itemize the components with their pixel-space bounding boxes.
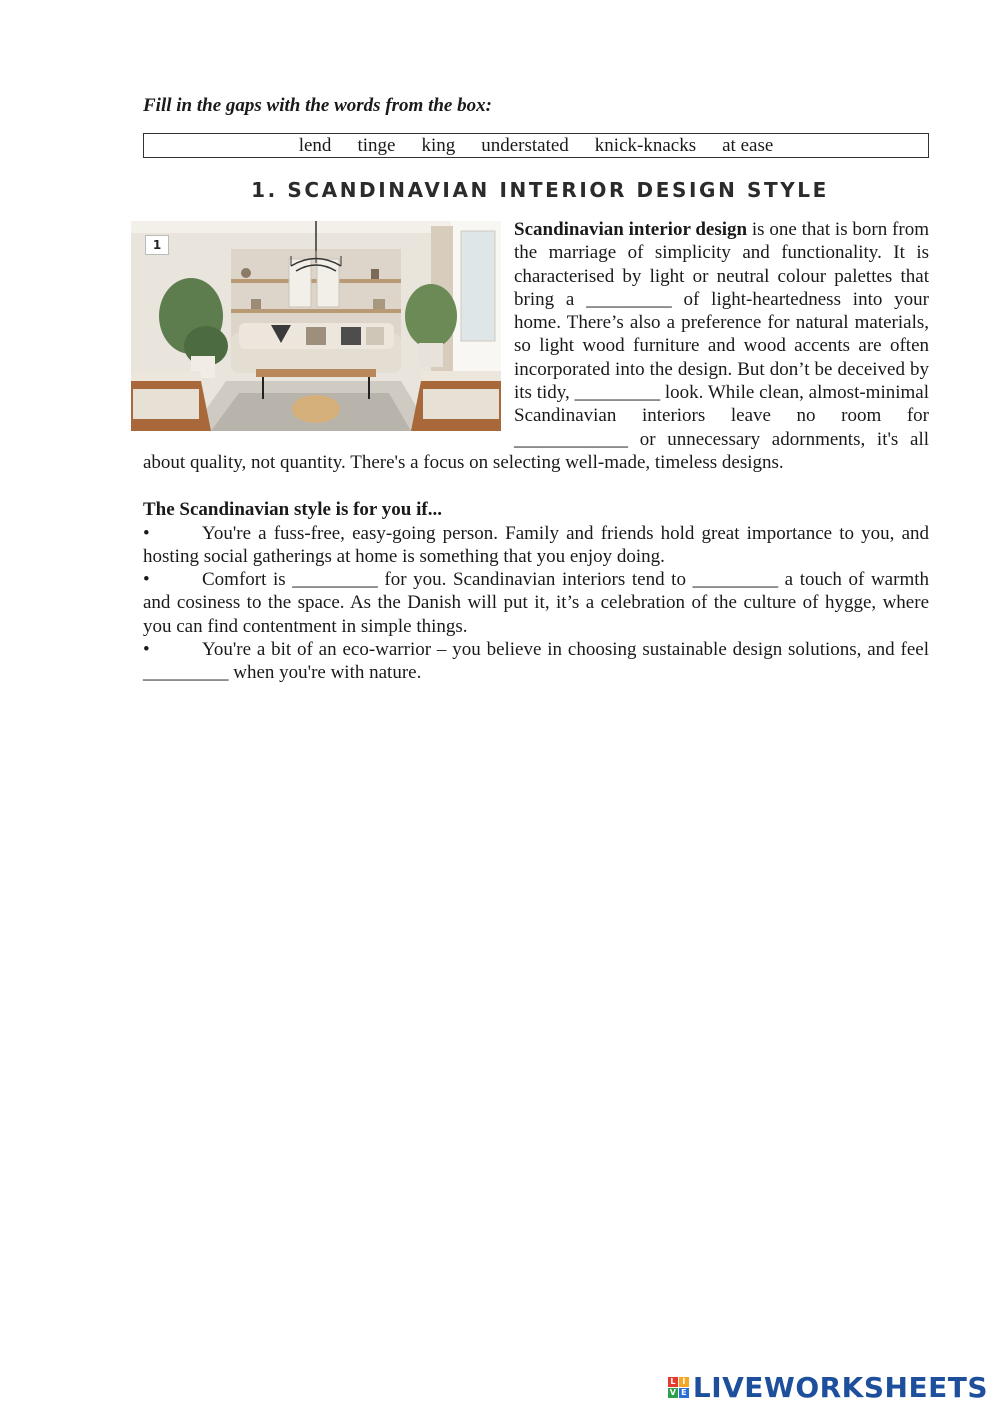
list-item-text: You're a fuss-free, easy-going person. Family and friends hold great importance to you, and hosting social gatherings at home is something that you enjoy doing. xyxy=(143,522,929,567)
word-box-item: knick-knacks xyxy=(594,135,697,156)
bullet-icon: • xyxy=(143,639,150,661)
intro-bold-term: Scandinavian interior design xyxy=(514,219,748,240)
living-room-illustration xyxy=(131,221,501,431)
word-box-item: tinge xyxy=(357,135,396,156)
logo-letter: V xyxy=(669,1388,676,1397)
word-box-item: lend xyxy=(298,135,332,156)
intro-text: is one that is born from the marriage of simplicity and functionality. It is characterised by light or neutral colour palettes that bring a _________ of light-heartedness into your home. There’s also a preference for natural materials, so light wood furniture and wood accents are often incorporated into the design. But don’t be deceived by its tidy, _________ look. While clean, almost-minimal Scandinavian interiors leave no room for ____________ or unnecessary adornments, it's all about quality, not quantity. There's a focus on selecting well-made, timeless designs. xyxy=(143,219,929,473)
list-item xyxy=(143,638,929,685)
section-heading: 1. SCANDINAVIAN INTERIOR DESIGN STYLE xyxy=(251,178,829,202)
list-item xyxy=(143,568,929,638)
instruction-text: Fill in the gaps with the words from the box: xyxy=(143,95,492,116)
list-title: The Scandinavian style is for you if... xyxy=(143,499,442,521)
word-box-item: at ease xyxy=(722,135,774,156)
logo-letter: E xyxy=(679,1388,689,1398)
logo-text: LIVEWORKSHEETS xyxy=(692,1371,988,1404)
word-box-item: king xyxy=(421,135,456,156)
worksheet xyxy=(143,95,929,685)
logo-mark-icon xyxy=(668,1377,689,1398)
logo-letter: I xyxy=(679,1377,689,1387)
section-body xyxy=(143,218,929,474)
list-item-text: Comfort is _________ for you. Scandinavian interiors tend to _________ a touch of warmth and cosiness to the space. As the Danish will put it, it’s a celebration of the culture of hygge, where you can find contentment in simple things. xyxy=(143,569,929,637)
word-box-item: understated xyxy=(481,135,569,156)
bullet-icon: • xyxy=(143,569,150,591)
liveworksheets-logo xyxy=(668,1371,988,1404)
list-item-text: You're a bit of an eco-warrior – you believe in choosing sustainable design solutions, and feel _________ when you're with nature. xyxy=(143,639,929,684)
list-item xyxy=(143,522,929,569)
image-number-badge: 1 xyxy=(145,235,169,255)
bullet-icon: • xyxy=(143,522,150,544)
logo-letter: L xyxy=(668,1377,678,1387)
word-box xyxy=(143,133,929,158)
living-room-photo xyxy=(131,221,501,431)
